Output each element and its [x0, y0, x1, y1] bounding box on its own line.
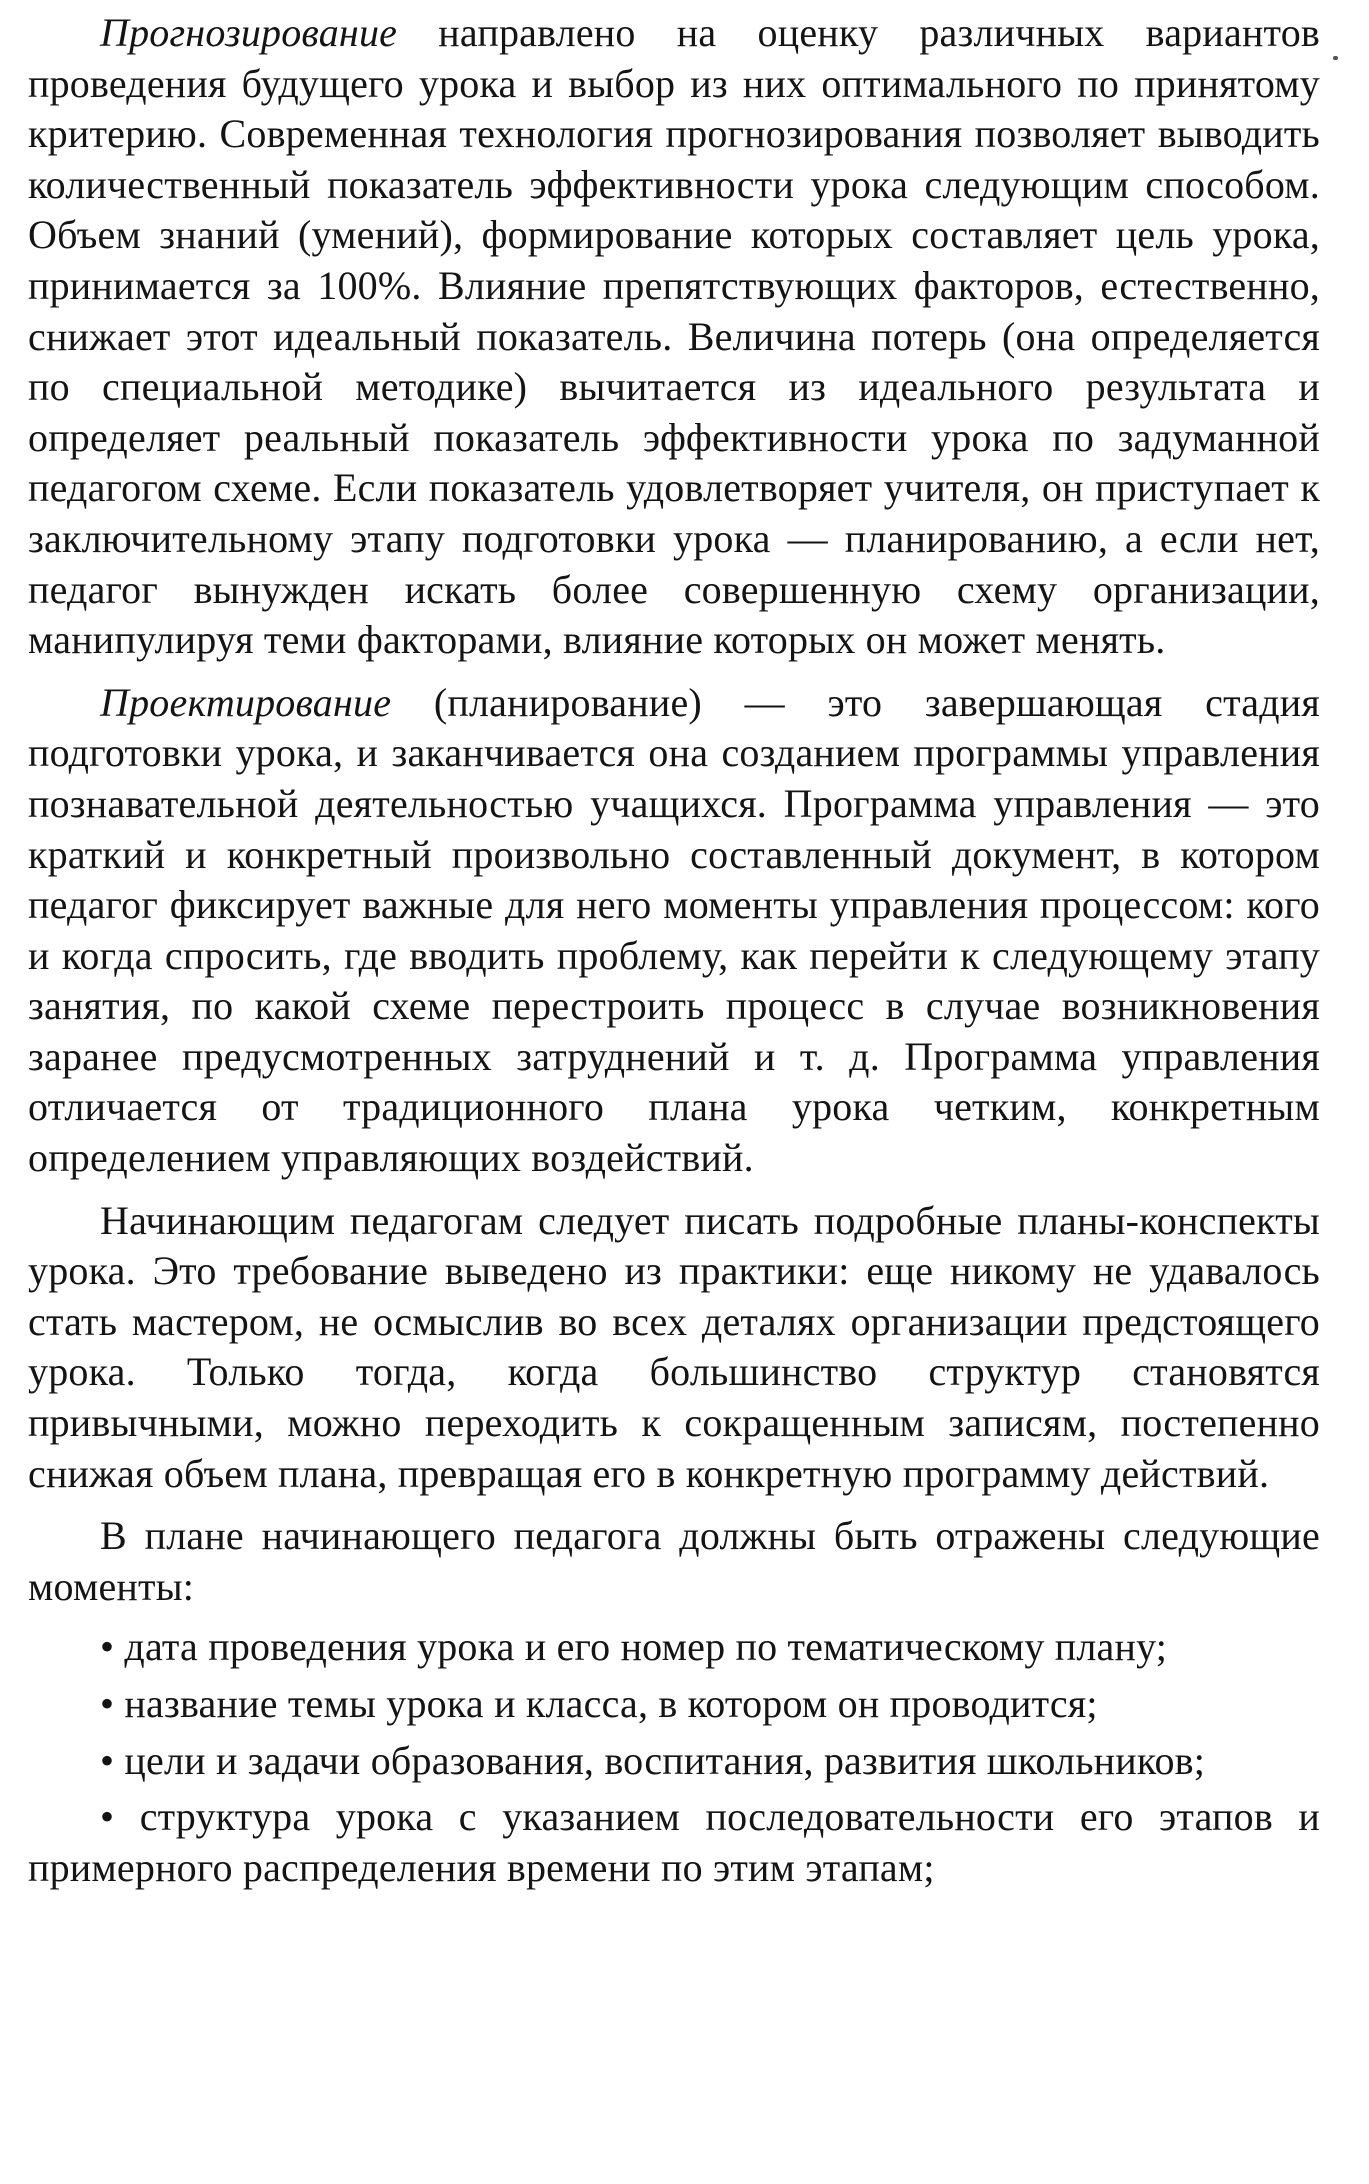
paragraph-plan-intro-text: В плане начинающего педагога должны быть отражены следующие моменты: — [28, 1513, 1320, 1609]
term-forecasting: Прогнозирование — [100, 10, 398, 55]
list-item-text: название темы урока и класса, в котором он проводится; — [124, 1681, 1098, 1726]
paragraph-forecasting-text: направлено на оценку различных вариантов проведения будущего урока и выбор из них оптимального по принятому критерию. Современная технология прогнозирования позволяет выводить количественный показатель эффективности урока следующим способом. Объем знаний (умений), формирование которых составляет цель урока, принимается за 100%. Влияние препятствующих факторов, естественно, снижает этот идеальный показатель. Величина потерь (она определяется по специальной методике) вычитается из идеального результата и определяет реальный показатель эффективности урока по задуманной педагогом схеме. Если показатель удовлетворяет учителя, он приступает к заключительному этапу подготовки урока — планированию, а если нет, педагог вынужден искать более совершенную схему организации, манипулируя теми факторами, влияние которых он может менять. — [28, 10, 1320, 663]
scan-speck — [1333, 56, 1338, 60]
paragraph-beginners-text: Начинающим педагогам следует писать подробные планы-конспекты урока. Это требование выведено из практики: еще никому не удавалось стать мастером, не осмыслив во всех деталях организации предстоящего урока. Только тогда, когда большинство структур становятся привычными, можно переходить к сокращенным записям, постепенно снижая объем плана, превращая его в конкретную программу действий. — [28, 1197, 1320, 1496]
term-design: Проектирование — [100, 679, 392, 725]
list-item — [28, 1622, 1320, 1673]
list-item-text: цели и задачи образования, воспитания, развития школьников; — [124, 1737, 1206, 1783]
bullet-marker: • — [100, 1794, 115, 1840]
paragraph-forecasting — [28, 8, 1320, 666]
list-item — [28, 1679, 1320, 1730]
list-item-text: дата проведения урока и его номер по тематическому плану; — [124, 1624, 1168, 1670]
paragraph-design — [28, 678, 1320, 1184]
plan-items-list — [28, 1622, 1320, 1893]
list-item-text: структура урока с указанием последовательности его этапов и примерного распределения времени по этим этапам; — [28, 1794, 1320, 1890]
bullet-marker: • — [100, 1681, 115, 1726]
document-page — [28, 8, 1320, 1899]
paragraph-plan-intro — [28, 1511, 1320, 1612]
bullet-marker: • — [100, 1737, 115, 1783]
list-item — [28, 1792, 1320, 1893]
paragraph-beginners — [28, 1196, 1320, 1500]
list-item — [28, 1736, 1320, 1787]
bullet-marker: • — [100, 1624, 115, 1670]
paragraph-design-text: (планирование) — это завершающая стадия подготовки урока, и заканчивается она созданием программы управления познавательной деятельностью учащихся. Программа управления — это краткий и конкретный произвольно составленный документ, в котором педагог фиксирует важные для него моменты управления процессом: кого и когда спросить, где вводить проблему, как перейти к следующему этапу занятия, по какой схеме перестроить процесс в случае возникновения заранее предусмотренных затруднений и т. д. Программа управления отличается от традиционного плана урока четким, конкретным определением управляющих воздействий. — [28, 679, 1320, 1181]
